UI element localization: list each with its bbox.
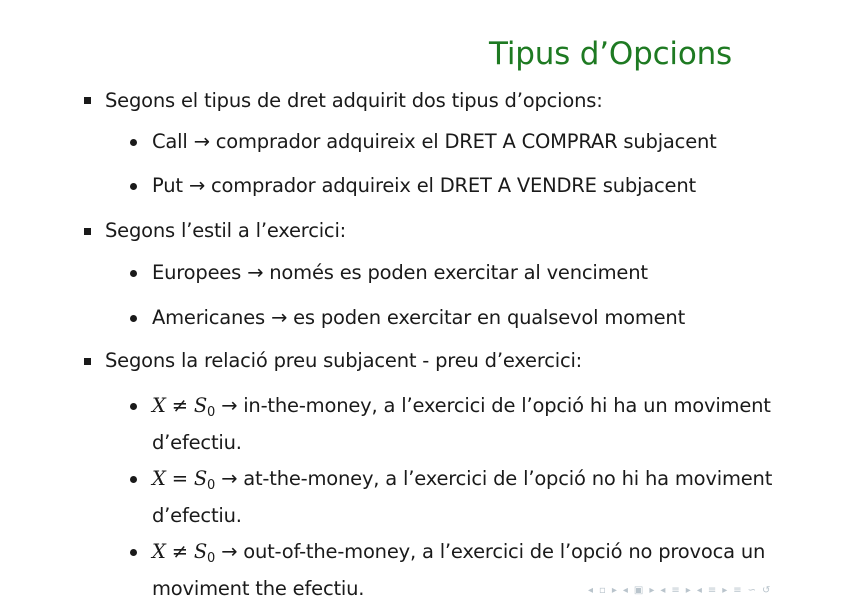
math-s: S [193, 467, 207, 490]
nav-next-slide-icon[interactable]: ▸ [722, 584, 728, 596]
nav-align-icon[interactable]: ≡ [733, 584, 742, 596]
nav-prev-subsection-icon[interactable]: ◂ [622, 584, 628, 596]
round-bullet-icon [130, 270, 137, 277]
list-item: Put → comprador adquireix el DRET A VENDRE subjacent [152, 174, 696, 197]
nav-prev-frame-icon[interactable]: ◂ [588, 584, 594, 596]
nav-next-section-icon[interactable]: ▸ [685, 584, 691, 596]
round-bullet-icon [130, 476, 137, 483]
section-heading-2: Segons l’estil a l’exercici: [105, 219, 347, 242]
math-x: X [152, 540, 166, 563]
nav-search-icon[interactable]: ∽ [747, 584, 757, 596]
list-item [152, 391, 792, 458]
math-x: X [152, 467, 166, 490]
round-bullet-icon [130, 549, 137, 556]
math-subscript: 0 [207, 551, 216, 566]
nav-back-icon[interactable]: ↺ [762, 584, 771, 596]
nav-next-frame-icon[interactable]: ▸ [611, 584, 617, 596]
round-bullet-icon [130, 403, 137, 410]
nav-section-icon[interactable]: ≡ [671, 584, 680, 596]
list-item [152, 464, 792, 531]
nav-frame-icon[interactable]: ▫ [599, 584, 606, 596]
nav-prev-slide-icon[interactable]: ◂ [696, 584, 702, 596]
item-text: → in-the-money, a l’exercici de l’opció hi ha un moviment d’efectiu. [152, 394, 771, 454]
item-text: → at-the-money, a l’exercici de l’opció no hi ha moviment d’efectiu. [152, 467, 773, 527]
section-heading-3: Segons la relació preu subjacent - preu d’exercici: [105, 349, 583, 372]
square-bullet-icon [84, 97, 91, 104]
round-bullet-icon [130, 183, 137, 190]
math-operator: ≠ [171, 394, 188, 417]
nav-slide-icon[interactable]: ≡ [707, 584, 717, 596]
list-item: Europees → només es poden exercitar al venciment [152, 261, 648, 284]
round-bullet-icon [130, 139, 137, 146]
slide-title: Tipus d’Opcions [489, 36, 732, 72]
beamer-navigation-bar [588, 583, 770, 597]
math-subscript: 0 [207, 478, 216, 493]
math-s: S [193, 394, 207, 417]
round-bullet-icon [130, 315, 137, 322]
math-subscript: 0 [207, 405, 216, 420]
list-item: Americanes → es poden exercitar en qualsevol moment [152, 306, 686, 329]
square-bullet-icon [84, 358, 91, 365]
math-operator: = [171, 467, 188, 490]
section-heading-1: Segons el tipus de dret adquirit dos tipus d’opcions: [105, 89, 603, 112]
nav-next-subsection-icon[interactable]: ▸ [649, 584, 655, 596]
square-bullet-icon [84, 228, 91, 235]
nav-prev-section-icon[interactable]: ◂ [660, 584, 666, 596]
math-s: S [193, 540, 207, 563]
item-text: → out-of-the-money, a l’exercici de l’opció no provoca un moviment the efectiu. [152, 540, 766, 600]
nav-subsection-icon[interactable]: ▣ [633, 584, 644, 596]
list-item: Call → comprador adquireix el DRET A COMPRAR subjacent [152, 130, 717, 153]
math-operator: ≠ [171, 540, 188, 563]
math-x: X [152, 394, 166, 417]
